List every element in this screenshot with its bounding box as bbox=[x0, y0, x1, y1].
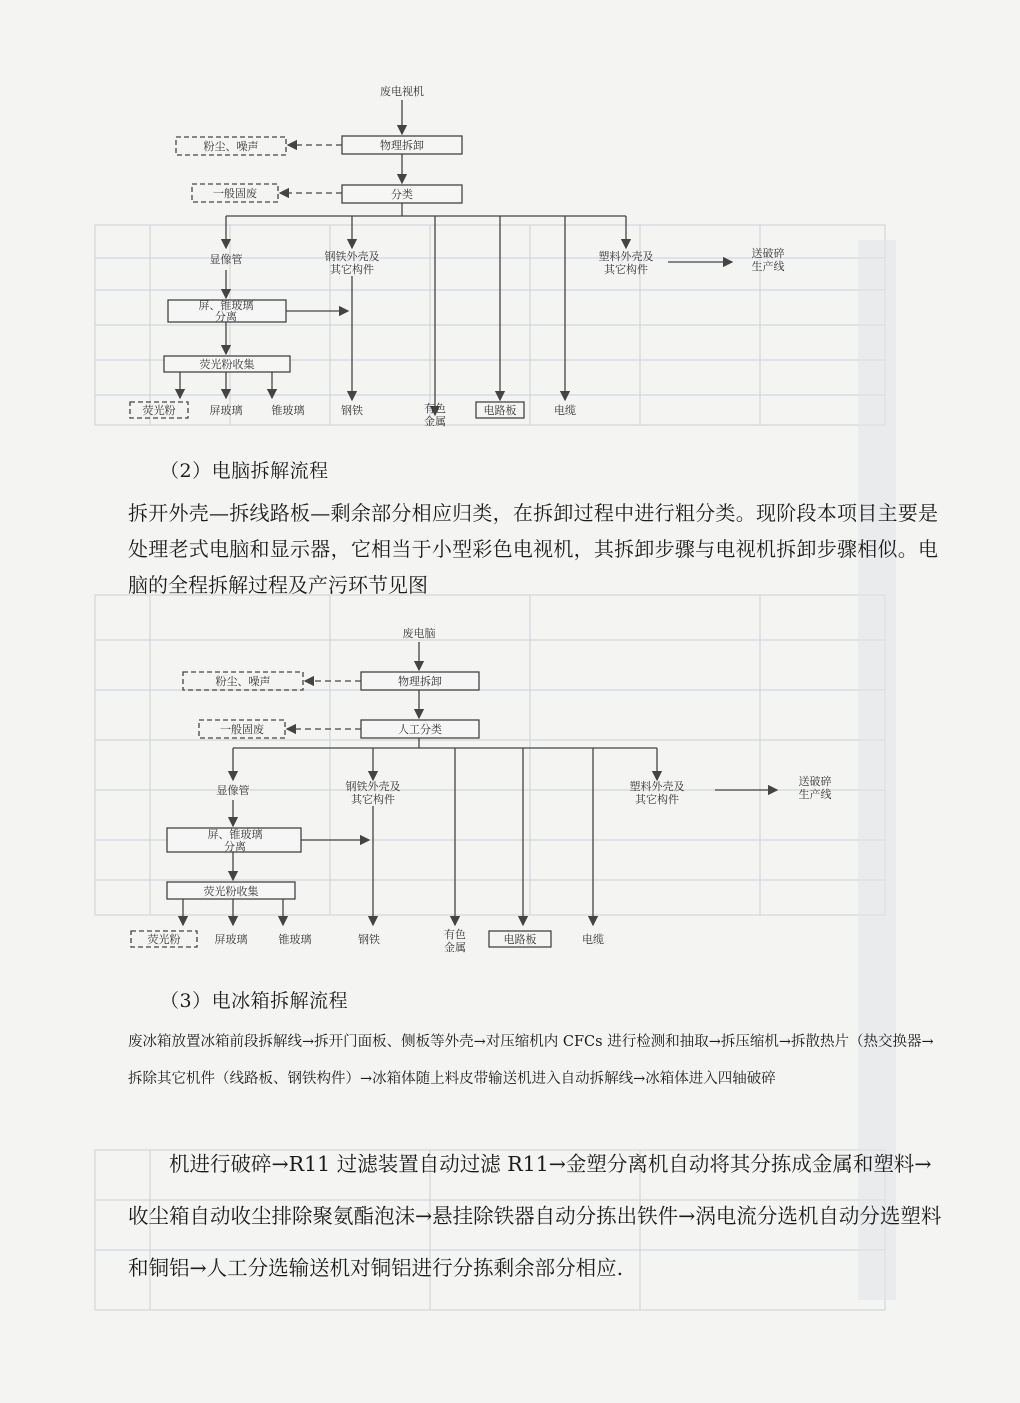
tv-output-circuit-board: 电路板 bbox=[483, 404, 517, 417]
pc-plastic-dest-line1: 送破碎 bbox=[798, 775, 832, 788]
tv-glass-sep-line1: 屏、锥玻璃 bbox=[198, 299, 254, 312]
tv-plastic-node-line1: 塑料外壳及 bbox=[598, 250, 654, 263]
pc-output-phosphor: 荧光粉 bbox=[147, 933, 181, 946]
pc-top-node: 废电脑 bbox=[402, 627, 436, 640]
section3-big-paragraph: 机进行破碎→R11 过滤装置自动过滤 R11→金塑分离机自动将其分拣成金属和塑料→收尘箱自动收尘排除聚氨酯泡沫→悬挂除铁器自动分拣出铁件→涡电流分选机自动分选塑料和铜铝→人工分选输送机对铜铝进行分拣剩余部分相应. bbox=[128, 1152, 942, 1280]
pc-steel-node-line2: 其它构件 bbox=[351, 793, 395, 806]
pc-plastic-dest-line2: 生产线 bbox=[798, 788, 832, 801]
pc-glass-sep-line1: 屏、锥玻璃 bbox=[207, 828, 263, 841]
pc-output-cone-glass: 锥玻璃 bbox=[278, 933, 312, 946]
pc-crt-node: 显像管 bbox=[216, 784, 250, 797]
section2-heading: （2）电脑拆解流程 bbox=[160, 460, 329, 482]
section3-small-paragraph: 废冰箱放置冰箱前段拆解线→拆开门面板、侧板等外壳→对压缩机内 CFCs 进行检测和抽取→拆压缩机→拆散热片（热交换器→ 拆除其它机件（线路板、钢铁构件）→冰箱体随上料皮带输送机进入自动拆解线→冰箱体进入四轴破碎 bbox=[128, 1034, 934, 1087]
pc-output-circuit-board: 电路板 bbox=[503, 933, 537, 946]
pc-step1-node: 物理拆卸 bbox=[398, 675, 442, 688]
pc-flowchart-svg bbox=[125, 620, 855, 960]
section3-heading: （3）电冰箱拆解流程 bbox=[160, 990, 349, 1012]
tv-output-cone-glass: 锥玻璃 bbox=[271, 404, 305, 417]
pc-glass-sep-line2: 分离 bbox=[224, 840, 246, 853]
pc-plastic-node-line2: 其它构件 bbox=[635, 793, 679, 806]
pc-output-nonferrous-line1: 有色 bbox=[444, 928, 466, 941]
pc-step2-node: 人工分类 bbox=[398, 723, 442, 736]
tv-steel-node-line2: 其它构件 bbox=[330, 263, 374, 276]
pc-output-screen-glass: 屏玻璃 bbox=[214, 933, 248, 946]
tv-output-steel: 钢铁 bbox=[341, 404, 363, 417]
tv-output-nonferrous-line1: 有色 bbox=[424, 402, 446, 415]
pc-emission2-node: 一般固废 bbox=[220, 723, 264, 736]
tv-top-node: 废电视机 bbox=[380, 85, 424, 98]
section2-paragraph: 拆开外壳—拆线路板—剩余部分相应归类，在拆卸过程中进行粗分类。现阶段本项目主要是处理老式电脑和显示器，它相当于小型彩色电视机，其拆卸步骤与电视机拆卸步骤相似。电脑的全程拆解过程及产污环节见图 bbox=[128, 501, 938, 597]
tv-steel-node-line1: 钢铁外壳及 bbox=[324, 250, 380, 263]
tv-plastic-dest-line1: 送破碎 bbox=[751, 247, 785, 260]
pc-output-nonferrous-line2: 金属 bbox=[444, 941, 466, 954]
tv-output-screen-glass: 屏玻璃 bbox=[209, 404, 243, 417]
pc-phosphor-node: 荧光粉收集 bbox=[203, 885, 259, 898]
tv-output-cable: 电缆 bbox=[554, 404, 576, 417]
tv-plastic-node-line2: 其它构件 bbox=[604, 263, 648, 276]
pc-plastic-node-line1: 塑料外壳及 bbox=[629, 780, 685, 793]
pc-emission1-node: 粉尘、噪声 bbox=[215, 675, 271, 688]
tv-step1-node: 物理拆卸 bbox=[380, 139, 424, 152]
tv-disassembly-flowchart bbox=[120, 80, 820, 435]
pc-output-cable: 电缆 bbox=[582, 933, 604, 946]
tv-flowchart-svg bbox=[120, 80, 820, 435]
tv-emission1-node: 粉尘、噪声 bbox=[203, 140, 259, 153]
tv-emission2-node: 一般固废 bbox=[213, 187, 257, 200]
tv-output-nonferrous-line2: 金属 bbox=[424, 415, 446, 428]
tv-phosphor-node: 荧光粉收集 bbox=[199, 358, 255, 371]
pc-disassembly-flowchart bbox=[125, 620, 855, 960]
pc-output-steel: 钢铁 bbox=[358, 933, 380, 946]
pc-steel-node-line1: 钢铁外壳及 bbox=[345, 780, 401, 793]
tv-step2-node: 分类 bbox=[391, 188, 413, 201]
tv-glass-sep-line2: 分离 bbox=[215, 310, 237, 323]
tv-crt-node: 显像管 bbox=[209, 253, 243, 266]
tv-output-phosphor: 荧光粉 bbox=[142, 404, 176, 417]
tv-plastic-dest-line2: 生产线 bbox=[751, 260, 785, 273]
